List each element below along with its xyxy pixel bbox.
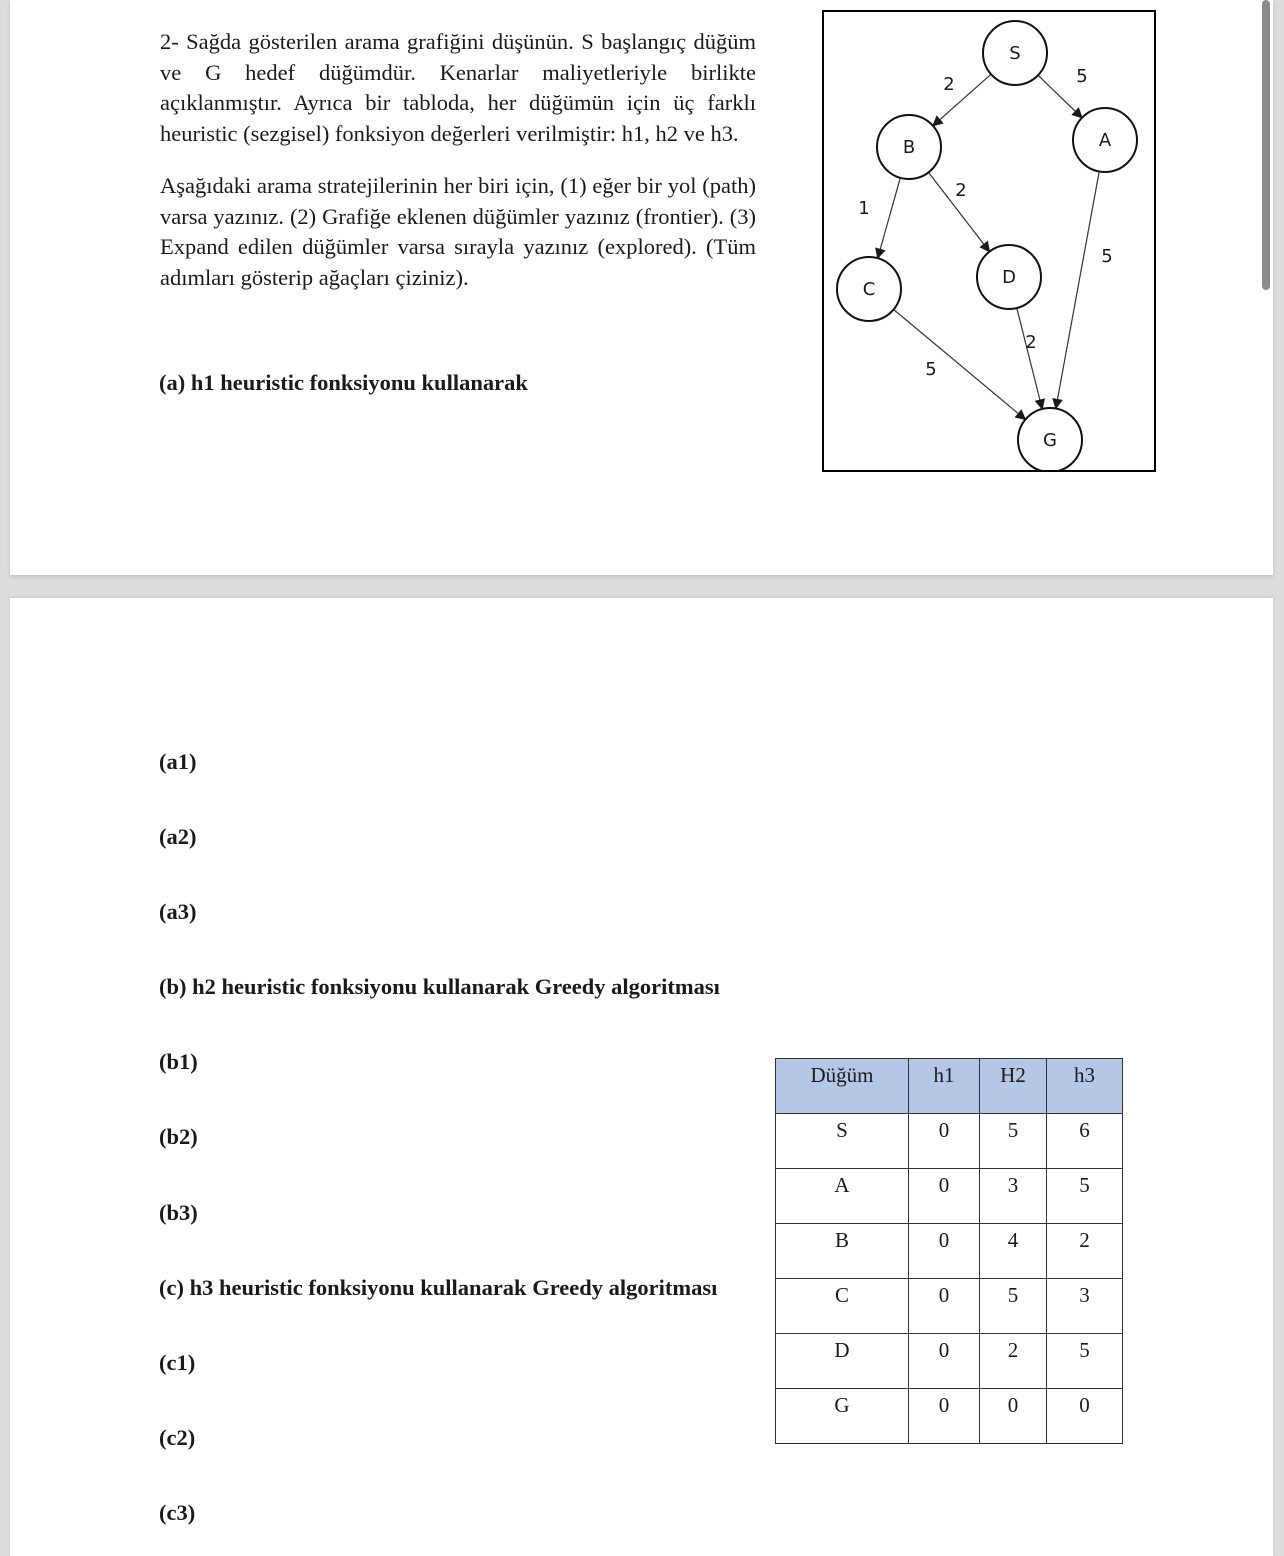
cell-h1: 0	[909, 1114, 980, 1169]
table-row	[776, 1279, 1123, 1334]
edge-s-b	[933, 74, 991, 126]
heuristic-table	[775, 1058, 1123, 1444]
table-row	[776, 1114, 1123, 1169]
answer-c1-label: (c1)	[159, 1350, 196, 1375]
edge-cost-a-g: 5	[1101, 246, 1113, 267]
cell-h2: 3	[980, 1169, 1047, 1224]
node-label-g: G	[1043, 430, 1057, 451]
header-node: Düğüm	[776, 1059, 909, 1114]
answer-a1-label: (a1)	[159, 749, 197, 774]
edge-d-g	[1017, 308, 1042, 409]
answer-b3-label: (b3)	[159, 1200, 198, 1225]
header-h2: H2	[980, 1059, 1047, 1114]
cell-h1: 0	[909, 1279, 980, 1334]
answer-a3-label: (a3)	[159, 899, 197, 924]
cell-h3: 3	[1047, 1279, 1123, 1334]
cell-h3: 5	[1047, 1334, 1123, 1389]
node-label-c: C	[862, 279, 876, 300]
cell-h2: 4	[980, 1224, 1047, 1279]
table-row	[776, 1389, 1123, 1444]
cell-h1: 0	[909, 1389, 980, 1444]
cell-node: B	[776, 1224, 909, 1279]
search-graph	[824, 12, 1154, 470]
edge-cost-b-d: 2	[955, 180, 967, 201]
search-graph-figure	[822, 10, 1156, 472]
cell-h3: 2	[1047, 1224, 1123, 1279]
edge-cost-b-c: 1	[858, 198, 870, 219]
cell-node: S	[776, 1114, 909, 1169]
table-row	[776, 1224, 1123, 1279]
cell-node: C	[776, 1279, 909, 1334]
cell-h1: 0	[909, 1224, 980, 1279]
cell-h2: 2	[980, 1334, 1047, 1389]
cell-node: G	[776, 1389, 909, 1444]
edge-cost-c-g: 5	[925, 359, 937, 380]
edge-cost-d-g: 2	[1025, 332, 1037, 353]
document-page-2	[10, 598, 1273, 1556]
part-b-heading: (b) h2 heuristic fonksiyonu kullanarak Greedy algoritması	[159, 974, 720, 999]
document-page-1	[10, 0, 1273, 575]
part-a-heading: (a) h1 heuristic fonksiyonu kullanarak	[159, 370, 528, 395]
answer-c3-label: (c3)	[159, 1500, 196, 1525]
scrollbar[interactable]	[1262, 0, 1270, 290]
part-c-heading: (c) h3 heuristic fonksiyonu kullanarak Greedy algoritması	[159, 1275, 718, 1300]
cell-h3: 6	[1047, 1114, 1123, 1169]
answer-a2-label: (a2)	[159, 824, 197, 849]
cell-h3: 5	[1047, 1169, 1123, 1224]
cell-node: D	[776, 1334, 909, 1389]
question-intro-paragraph: 2- Sağda gösterilen arama grafiğini düşünün. S başlangıç düğüm ve G hedef düğümdür. Kenarlar maliyetleriyle birlikte açıklanmıştır. Ayrıca bir tabloda, her düğümün için üç farklı heuristic (sezgisel) fonksiyon değerleri verilmiştir: h1, h2 ve h3.	[160, 29, 756, 146]
cell-h1: 0	[909, 1334, 980, 1389]
edge-b-c	[878, 178, 901, 258]
cell-h2: 5	[980, 1279, 1047, 1334]
edge-cost-s-a: 5	[1076, 66, 1088, 87]
table-header-row	[776, 1059, 1123, 1114]
question-instructions-paragraph: Aşağıdaki arama stratejilerinin her biri için, (1) eğer bir yol (path) varsa yazınız. (2) Grafiğe eklenen düğümler yazınız (frontier). (3) Expand edilen düğümler varsa sırayla yazınız (explored). (Tüm adımları gösterip ağaçları çiziniz).	[160, 173, 756, 290]
header-h1: h1	[909, 1059, 980, 1114]
cell-h2: 0	[980, 1389, 1047, 1444]
cell-h3: 0	[1047, 1389, 1123, 1444]
node-label-b: B	[902, 137, 916, 158]
node-label-s: S	[1009, 43, 1021, 64]
edge-cost-s-b: 2	[943, 74, 955, 95]
table-row	[776, 1169, 1123, 1224]
node-label-d: D	[1002, 267, 1016, 288]
answer-c2-label: (c2)	[159, 1425, 196, 1450]
node-label-a: A	[1098, 130, 1112, 151]
table-row	[776, 1334, 1123, 1389]
header-h3: h3	[1047, 1059, 1123, 1114]
edge-a-g	[1056, 172, 1099, 409]
answer-b1-label: (b1)	[159, 1049, 198, 1074]
cell-h1: 0	[909, 1169, 980, 1224]
cell-h2: 5	[980, 1114, 1047, 1169]
answer-b2-label: (b2)	[159, 1124, 198, 1149]
edge-c-g	[894, 310, 1026, 420]
cell-node: A	[776, 1169, 909, 1224]
